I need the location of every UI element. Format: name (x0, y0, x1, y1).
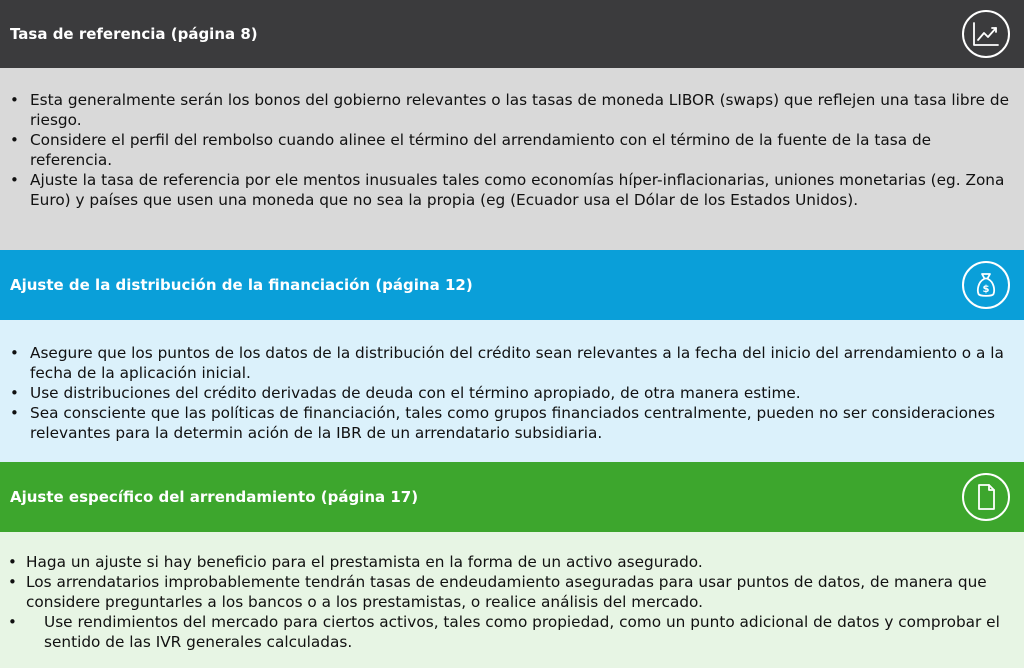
money-bag-icon (962, 261, 1010, 309)
section-title: Ajuste de la distribución de la financiación (página 12) (10, 276, 473, 294)
list-item: • Haga un ajuste si hay beneficio para el prestamista en la forma de un activo asegurado. (0, 552, 1018, 572)
section-header-reference-rate (0, 0, 1024, 68)
list-item: • Ajuste la tasa de referencia por ele mentos inusuales tales como economías híper-inflacionarias, uniones monetarias (eg. Zona Euro) y países que usen una moneda que no sea la propia (eg (Ecuador usa el Dólar de los Estados Unidos). (0, 170, 1018, 210)
list-item: • Use rendimientos del mercado para ciertos activos, tales como propiedad, como un punto adicional de datos y comprobar el sentido de las IVR generales calculadas. (0, 612, 1018, 652)
bullet-list (0, 552, 1018, 652)
section-body-lease-specific (0, 532, 1024, 668)
list-item: • Los arrendatarios improbablemente tendrán tasas de endeudamiento aseguradas para usar puntos de datos, de manera que considere preguntarles a los bancos o a los prestamistas, o realice análisis del mercado. (0, 572, 1018, 612)
section-title: Tasa de referencia (página 8) (10, 25, 258, 43)
bullet-list (0, 343, 1018, 443)
section-body-financing-spread (0, 320, 1024, 462)
svg-text:$: $ (982, 284, 990, 295)
section-header-lease-specific (0, 462, 1024, 532)
list-item: • Esta generalmente serán los bonos del gobierno relevantes o las tasas de moneda LIBOR (swaps) que reflejen una tasa libre de riesgo. (0, 90, 1018, 130)
list-item: • Asegure que los puntos de los datos de la distribución del crédito sean relevantes a la fecha del inicio del arrendamiento o a la fecha de la aplicación inicial. (0, 343, 1018, 383)
document-icon (962, 473, 1010, 521)
line-chart-icon (962, 10, 1010, 58)
section-header-financing-spread (0, 250, 1024, 320)
list-item: • Sea consciente que las políticas de financiación, tales como grupos financiados centralmente, pueden no ser consideraciones relevantes para la determin ación de la IBR de un arrendatario subsidiaria. (0, 403, 1018, 443)
bullet-list (0, 90, 1018, 210)
section-title: Ajuste específico del arrendamiento (página 17) (10, 488, 419, 506)
section-body-reference-rate (0, 68, 1024, 250)
list-item: • Use distribuciones del crédito derivadas de deuda con el término apropiado, de otra manera estime. (0, 383, 1018, 403)
list-item: • Considere el perfil del rembolso cuando alinee el término del arrendamiento con el término de la fuente de la tasa de referencia. (0, 130, 1018, 170)
